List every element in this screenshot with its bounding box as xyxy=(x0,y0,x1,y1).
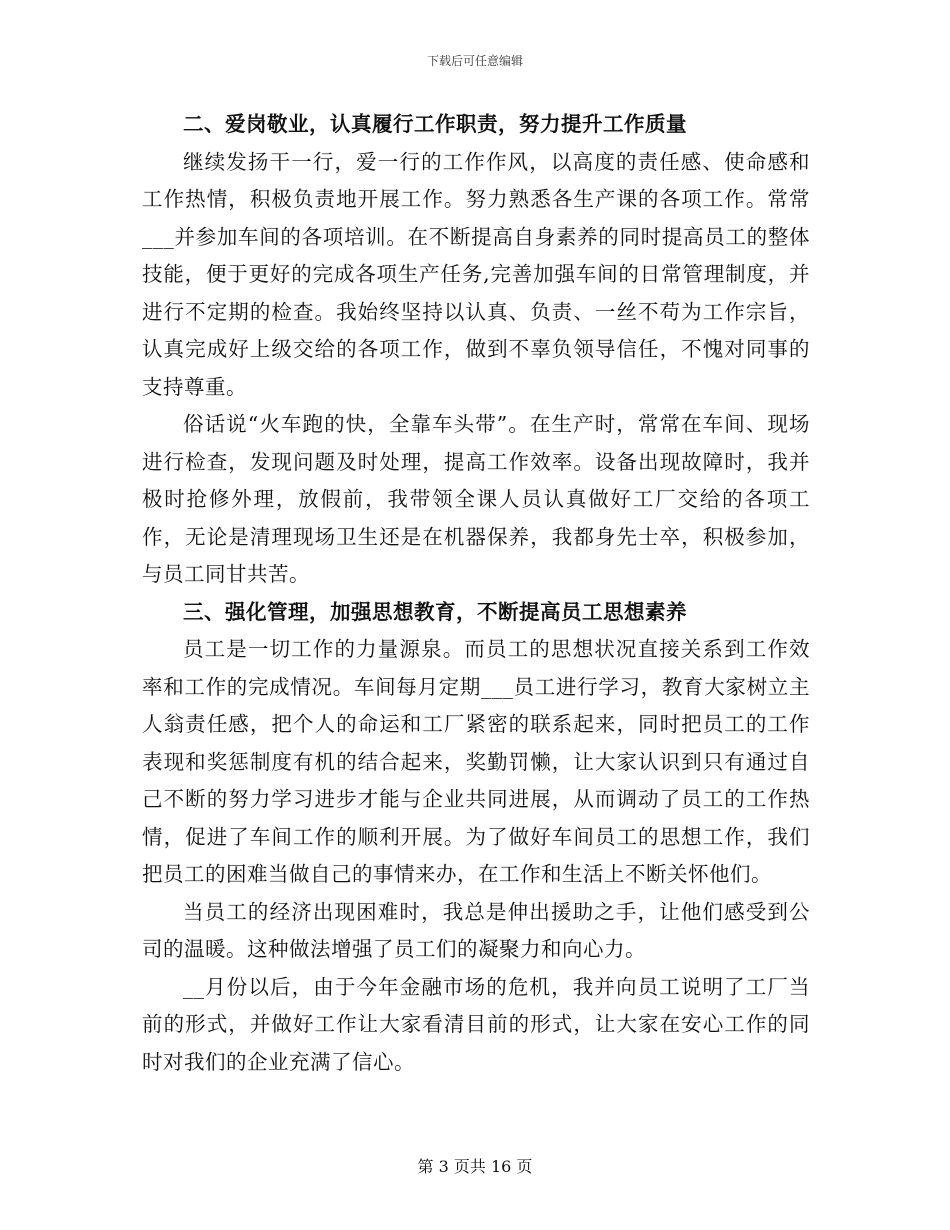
page-number: 第 3 页共 16 页 xyxy=(417,1157,533,1176)
paragraph: 俗话说“火车跑的快，全靠车头带”。在生产时，常常在车间、现场进行检查，发现问题及时处理，提高工作效率。设备出现故障时，我并极时抢修外理，放假前，我带领全课人员认真做好工厂交给的各项工作，无论是清理现场卫生还是在机器保养，我都身先士卒，积极参加，与员工同甘共苦。 xyxy=(142,412,810,586)
section-heading-2: 二、爱岗敬业，认真履行工作职责，努力提升工作质量 xyxy=(183,112,687,136)
document-body xyxy=(142,106,810,1081)
paragraph: 员工是一切工作的力量源泉。而员工的思想状况直接关系到工作效率和工作的完成情况。车间每月定期___员工进行学习，教育大家树立主人翁责任感，把个人的命运和工厂紧密的联系起来，同时把员工的工作表现和奖惩制度有机的结合起来，奖勤罚懒，让大家认识到只有通过自己不断的努力学习进步才能与企业共同进展，从而调动了员工的工作热情，促进了车间工作的顺利开展。为了做好车间员工的思想工作，我们把员工的困难当做自己的事情来办，在工作和生活上不断关怀他们。 xyxy=(142,637,810,886)
download-note: 下载后可任意编辑 xyxy=(426,54,523,68)
paragraph: 当员工的经济出现困难时，我总是伸出援助之手，让他们感受到公司的温暖。这种做法增强了员工们的凝聚力和向心力。 xyxy=(142,899,810,961)
section-heading-3: 三、强化管理，加强思想教育，不断提高员工思想素养 xyxy=(183,599,687,624)
paragraph: __月份以后，由于今年金融市场的危机，我并向员工说明了工厂当前的形式，并做好工作让大家看清目前的形式，让大家在安心工作的同时对我们的企业充满了信心。 xyxy=(142,974,810,1074)
paragraph: 继续发扬干一行，爱一行的工作作风，以高度的责任感、使命感和工作热情，积极负责地开展工作。努力熟悉各生产课的各项工作。常常___并参加车间的各项培训。在不断提高自身素养的同时提高员工的整体技能，便于更好的完成各项生产任务,完善加强车间的日常管理制度，并进行不定期的检查。我始终坚持以认真、负责、一丝不苟为工作宗旨，认真完成好上级交给的各项工作，做到不辜负领导信任，不愧对同事的支持尊重。 xyxy=(142,149,810,399)
